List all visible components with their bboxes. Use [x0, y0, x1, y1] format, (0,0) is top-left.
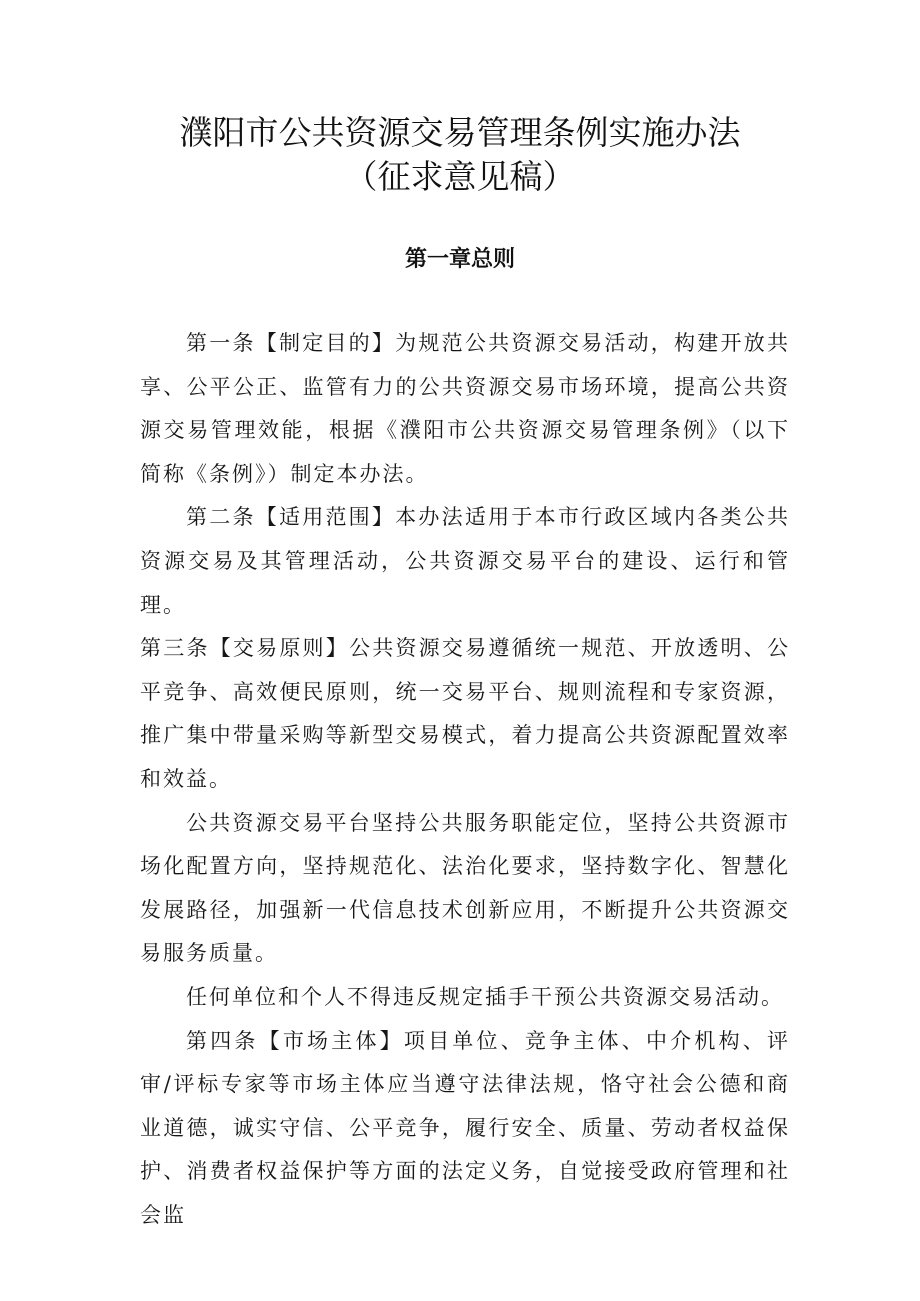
article-2-paragraph: 第二条【适用范围】本办法适用于本市行政区域内各类公共资源交易及其管理活动，公共资源交易平台的建设、运行和管理。	[140, 505, 790, 617]
document-body	[140, 322, 790, 1237]
article-3-paragraph: 第三条【交易原则】公共资源交易遵循统一规范、开放透明、公平竞争、高效便民原则，统一交易平台、规则流程和专家资源，推广集中带量采购等新型交易模式，着力提高公共资源配置效率和效益。	[140, 636, 790, 791]
article-3-paragraph-3: 任何单位和个人不得违反规定插手干预公共资源交易活动。	[186, 984, 784, 1009]
article-1-paragraph: 第一条【制定目的】为规范公共资源交易活动，构建开放共享、公平公正、监管有力的公共资源交易市场环境，提高公共资源交易管理效能，根据《濮阳市公共资源交易管理条例》（以下简称《条例》）制定本办法。	[140, 331, 790, 486]
chapter-heading: 第一章总则	[404, 247, 515, 272]
article-3-paragraph-2: 公共资源交易平台坚持公共服务职能定位，坚持公共资源市场化配置方向，坚持规范化、法治化要求，坚持数字化、智慧化发展路径，加强新一代信息技术创新应用，不断提升公共资源交易服务质量。	[140, 810, 790, 966]
article-4-paragraph: 第四条【市场主体】项目单位、竞争主体、中介机构、评审/评标专家等市场主体应当遵守法律法规，恪守社会公德和商业道德，诚实守信、公平竞争，履行安全、质量、劳动者权益保护、消费者权益保护等方面的法定义务，自觉接受政府管理和社会监	[140, 1028, 790, 1227]
document-title: 濮阳市公共资源交易管理条例实施办法	[179, 113, 741, 152]
document-subtitle: （征求意见稿）	[344, 157, 576, 196]
